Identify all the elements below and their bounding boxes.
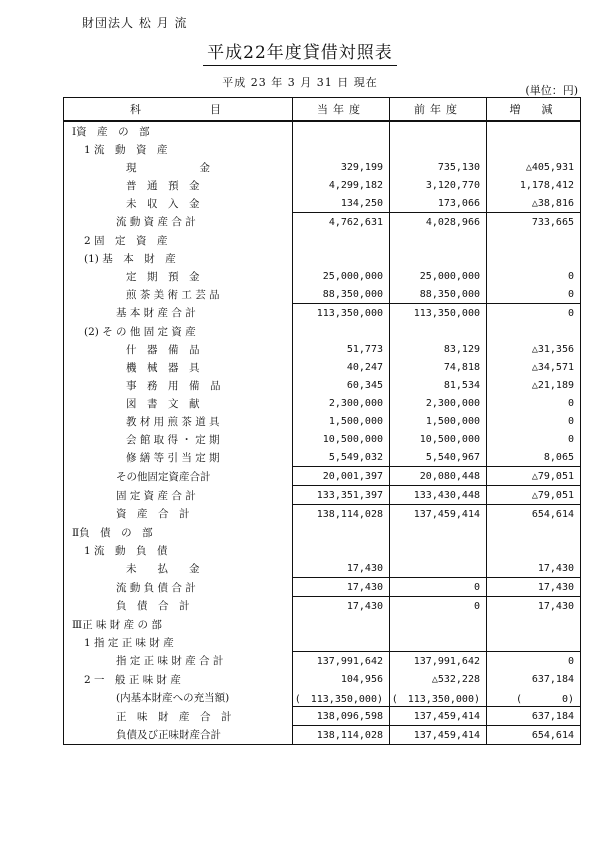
previous-year-value: 2,300,000 xyxy=(390,394,487,412)
table-row xyxy=(64,597,581,616)
current-year-value: 5,549,032 xyxy=(293,448,390,467)
current-year-value: 88,350,000 xyxy=(293,285,390,304)
current-year-value: 138,114,028 xyxy=(293,726,390,745)
current-year-value: 17,430 xyxy=(293,578,390,597)
previous-year-value: 20,080,448 xyxy=(390,467,487,486)
table-row xyxy=(64,523,581,541)
previous-year-value xyxy=(390,140,487,158)
table-row xyxy=(64,652,581,671)
document-title xyxy=(0,38,600,63)
current-year-value xyxy=(293,322,390,340)
current-year-value xyxy=(293,231,390,249)
account-label: 機 械 器 具 xyxy=(64,358,293,376)
previous-year-value xyxy=(390,633,487,652)
account-label: 1 指 定 正 味 財 産 xyxy=(64,633,293,652)
previous-year-value: 1,500,000 xyxy=(390,412,487,430)
change-value: 0 xyxy=(487,304,581,323)
column-header-account: 科 目 xyxy=(64,98,293,122)
current-year-value: 10,500,000 xyxy=(293,430,390,448)
account-label: 事 務 用 備 品 xyxy=(64,376,293,394)
table-row xyxy=(64,231,581,249)
account-label: 負 債 合 計 xyxy=(64,597,293,616)
previous-year-value: △532,228 xyxy=(390,670,487,688)
organization-name: 財団法人 松 月 流 xyxy=(82,16,188,30)
column-header-change: 増 減 xyxy=(487,98,581,122)
account-label: 固 定 資 産 合 計 xyxy=(64,486,293,505)
account-label: 普 通 預 金 xyxy=(64,176,293,194)
table-row xyxy=(64,358,581,376)
current-year-value: 138,096,598 xyxy=(293,707,390,726)
change-value xyxy=(487,633,581,652)
table-row xyxy=(64,448,581,467)
account-label: 負債及び正味財産合計 xyxy=(64,726,293,745)
current-year-value: 2,300,000 xyxy=(293,394,390,412)
change-value xyxy=(487,615,581,633)
change-value xyxy=(487,231,581,249)
previous-year-value xyxy=(390,231,487,249)
change-value: △21,189 xyxy=(487,376,581,394)
current-year-value xyxy=(293,633,390,652)
table-row xyxy=(64,121,581,140)
current-year-value: 1,500,000 xyxy=(293,412,390,430)
change-value: △38,816 xyxy=(487,194,581,213)
table-row xyxy=(64,670,581,688)
previous-year-value: 137,459,414 xyxy=(390,505,487,524)
current-year-value xyxy=(293,541,390,559)
current-year-value: 17,430 xyxy=(293,559,390,578)
current-year-value: 17,430 xyxy=(293,597,390,616)
current-year-value: 25,000,000 xyxy=(293,267,390,285)
current-year-value xyxy=(293,523,390,541)
previous-year-value: 74,818 xyxy=(390,358,487,376)
previous-year-value xyxy=(390,249,487,267)
table-row xyxy=(64,505,581,524)
table-row xyxy=(64,213,581,232)
previous-year-value: 10,500,000 xyxy=(390,430,487,448)
table-row xyxy=(64,285,581,304)
change-value: △34,571 xyxy=(487,358,581,376)
account-label: 資 産 合 計 xyxy=(64,505,293,524)
account-label: 定 期 預 金 xyxy=(64,267,293,285)
table-row xyxy=(64,688,581,707)
table-row xyxy=(64,578,581,597)
report-date: 平成 23 年 3 月 31 日 現在 xyxy=(222,76,378,89)
previous-year-value: 25,000,000 xyxy=(390,267,487,285)
table-header-row xyxy=(64,98,581,122)
account-label: 流 動 資 産 合 計 xyxy=(64,213,293,232)
account-label: その他固定資産合計 xyxy=(64,467,293,486)
change-value: 654,614 xyxy=(487,505,581,524)
change-value: 0 xyxy=(487,267,581,285)
account-label: 基 本 財 産 合 計 xyxy=(64,304,293,323)
previous-year-value: ( 113,350,000) xyxy=(390,688,487,707)
document-title-text: 平成22年度貸借対照表 xyxy=(203,43,397,66)
table-row xyxy=(64,140,581,158)
table-row xyxy=(64,394,581,412)
account-label: 未 収 入 金 xyxy=(64,194,293,213)
change-value: 637,184 xyxy=(487,670,581,688)
previous-year-value: 81,534 xyxy=(390,376,487,394)
account-label: 会 館 取 得 ・ 定 期 xyxy=(64,430,293,448)
table-row xyxy=(64,158,581,176)
table-row xyxy=(64,412,581,430)
previous-year-value: 0 xyxy=(390,597,487,616)
previous-year-value xyxy=(390,615,487,633)
table-row xyxy=(64,633,581,652)
current-year-value: 4,762,631 xyxy=(293,213,390,232)
change-value xyxy=(487,541,581,559)
account-label: 現 金 xyxy=(64,158,293,176)
table-row xyxy=(64,340,581,358)
change-value: 0 xyxy=(487,652,581,671)
account-label: Ⅲ正 味 財 産 の 部 xyxy=(64,615,293,633)
column-header-current-year: 当年度 xyxy=(293,98,390,122)
table-row xyxy=(64,267,581,285)
account-label: 正 味 財 産 合 計 xyxy=(64,707,293,726)
change-value: 654,614 xyxy=(487,726,581,745)
account-label: 1 流 動 負 債 xyxy=(64,541,293,559)
previous-year-value xyxy=(390,559,487,578)
previous-year-value: 173,066 xyxy=(390,194,487,213)
change-value xyxy=(487,140,581,158)
change-value: 0 xyxy=(487,394,581,412)
account-label: 指 定 正 味 財 産 合 計 xyxy=(64,652,293,671)
account-label: Ⅱ負 債 の 部 xyxy=(64,523,293,541)
current-year-value: 20,001,397 xyxy=(293,467,390,486)
account-label: 2 固 定 資 産 xyxy=(64,231,293,249)
previous-year-value: 83,129 xyxy=(390,340,487,358)
previous-year-value xyxy=(390,523,487,541)
table-row xyxy=(64,430,581,448)
current-year-value xyxy=(293,140,390,158)
account-label: 什 器 備 品 xyxy=(64,340,293,358)
current-year-value: 134,250 xyxy=(293,194,390,213)
account-label: 2 一 般 正 味 財 産 xyxy=(64,670,293,688)
account-label: 煎 茶 美 術 工 芸 品 xyxy=(64,285,293,304)
account-label: 図 書 文 献 xyxy=(64,394,293,412)
account-label: (内基本財産への充当額) xyxy=(64,688,293,707)
change-value xyxy=(487,322,581,340)
previous-year-value: 5,540,967 xyxy=(390,448,487,467)
previous-year-value: 133,430,448 xyxy=(390,486,487,505)
change-value: 8,065 xyxy=(487,448,581,467)
previous-year-value: 137,459,414 xyxy=(390,707,487,726)
table-body xyxy=(64,121,581,745)
current-year-value: 4,299,182 xyxy=(293,176,390,194)
change-value: 1,178,412 xyxy=(487,176,581,194)
change-value: ( 0) xyxy=(487,688,581,707)
previous-year-value: 3,120,770 xyxy=(390,176,487,194)
change-value: 17,430 xyxy=(487,597,581,616)
change-value: △405,931 xyxy=(487,158,581,176)
change-value xyxy=(487,121,581,140)
current-year-value xyxy=(293,121,390,140)
current-year-value: 40,247 xyxy=(293,358,390,376)
unit-label: (単位：円) xyxy=(525,84,578,97)
previous-year-value: 4,028,966 xyxy=(390,213,487,232)
current-year-value: 60,345 xyxy=(293,376,390,394)
previous-year-value: 0 xyxy=(390,578,487,597)
current-year-value: 104,956 xyxy=(293,670,390,688)
previous-year-value: 137,459,414 xyxy=(390,726,487,745)
table-row xyxy=(64,322,581,340)
change-value: 0 xyxy=(487,285,581,304)
table-row xyxy=(64,304,581,323)
table-row xyxy=(64,726,581,745)
change-value xyxy=(487,249,581,267)
table-row xyxy=(64,467,581,486)
table-row xyxy=(64,249,581,267)
previous-year-value xyxy=(390,541,487,559)
account-label: 教 材 用 煎 茶 道 具 xyxy=(64,412,293,430)
table-row xyxy=(64,541,581,559)
previous-year-value xyxy=(390,322,487,340)
current-year-value xyxy=(293,249,390,267)
current-year-value: 51,773 xyxy=(293,340,390,358)
previous-year-value: 88,350,000 xyxy=(390,285,487,304)
change-value: 17,430 xyxy=(487,578,581,597)
table-row xyxy=(64,194,581,213)
change-value: 0 xyxy=(487,412,581,430)
change-value: △31,356 xyxy=(487,340,581,358)
account-label: 未 払 金 xyxy=(64,559,293,578)
table-row xyxy=(64,376,581,394)
table-row xyxy=(64,486,581,505)
change-value: 637,184 xyxy=(487,707,581,726)
table-row xyxy=(64,707,581,726)
current-year-value: ( 113,350,000) xyxy=(293,688,390,707)
change-value: △79,051 xyxy=(487,467,581,486)
current-year-value: 133,351,397 xyxy=(293,486,390,505)
account-label: (2) そ の 他 固 定 資 産 xyxy=(64,322,293,340)
change-value: △79,051 xyxy=(487,486,581,505)
change-value: 733,665 xyxy=(487,213,581,232)
table-row xyxy=(64,559,581,578)
current-year-value: 137,991,642 xyxy=(293,652,390,671)
balance-sheet-table xyxy=(63,97,581,745)
current-year-value: 138,114,028 xyxy=(293,505,390,524)
table-row xyxy=(64,615,581,633)
account-label: 1 流 動 資 産 xyxy=(64,140,293,158)
account-label: Ⅰ資 産 の 部 xyxy=(64,121,293,140)
previous-year-value xyxy=(390,121,487,140)
change-value: 17,430 xyxy=(487,559,581,578)
change-value: 0 xyxy=(487,430,581,448)
previous-year-value: 137,991,642 xyxy=(390,652,487,671)
account-label: 流 動 負 債 合 計 xyxy=(64,578,293,597)
current-year-value: 329,199 xyxy=(293,158,390,176)
account-label: (1) 基 本 財 産 xyxy=(64,249,293,267)
previous-year-value: 113,350,000 xyxy=(390,304,487,323)
current-year-value: 113,350,000 xyxy=(293,304,390,323)
previous-year-value: 735,130 xyxy=(390,158,487,176)
table-row xyxy=(64,176,581,194)
change-value xyxy=(487,523,581,541)
account-label: 修 繕 等 引 当 定 期 xyxy=(64,448,293,467)
current-year-value xyxy=(293,615,390,633)
column-header-previous-year: 前年度 xyxy=(390,98,487,122)
